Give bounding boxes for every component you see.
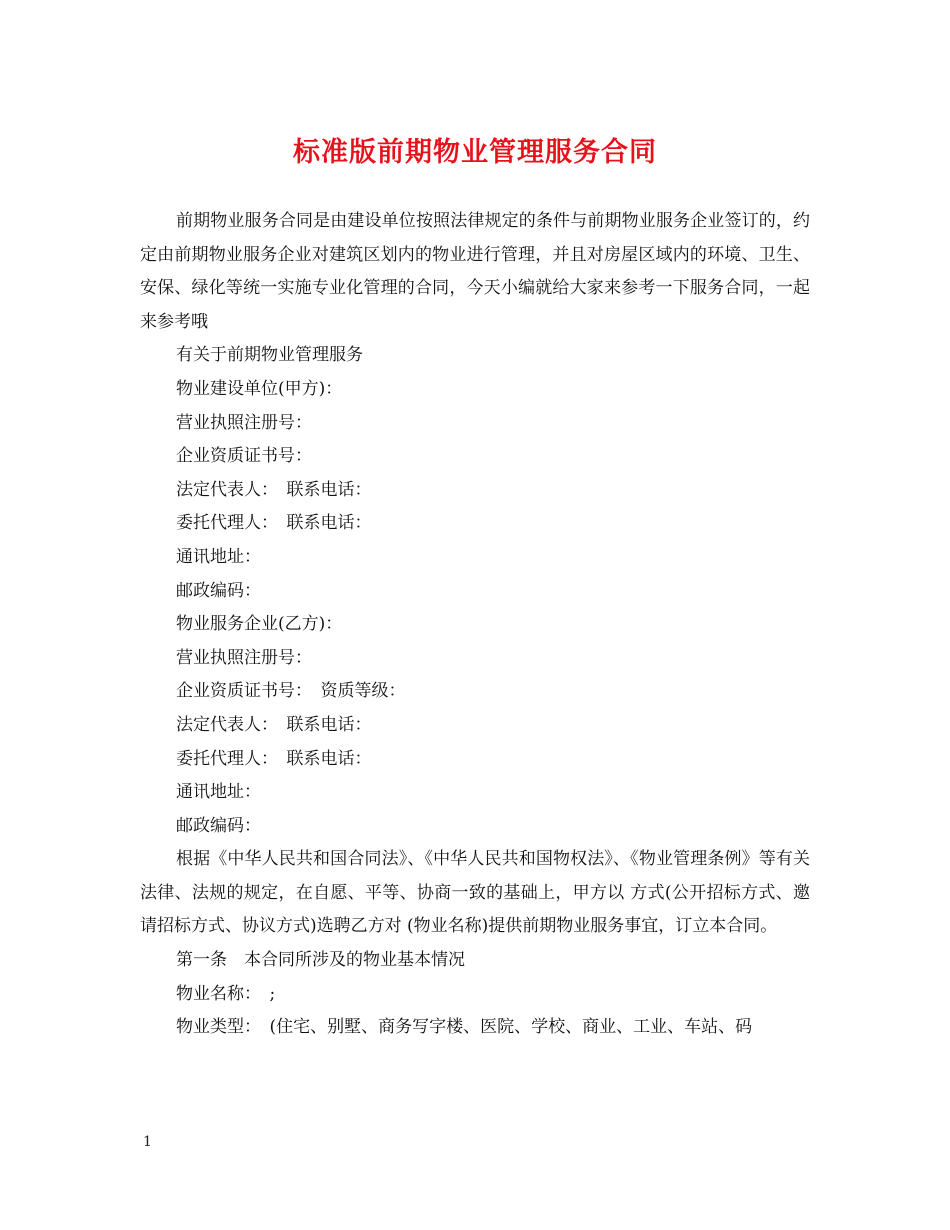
document-title: 标准版前期物业管理服务合同 (293, 137, 657, 168)
contract-line: 营业执照注册号： (176, 412, 312, 433)
document-body (140, 205, 810, 1045)
contract-line: 委托代理人： 联系电话： (176, 513, 372, 534)
contract-line: 法定代表人： 联系电话： (176, 714, 372, 735)
contract-line: 有关于前期物业管理服务 (176, 345, 363, 366)
contract-line: 营业执照注册号： (176, 647, 312, 668)
contract-line: 通讯地址： (176, 546, 261, 567)
contract-line: 物业服务企业(乙方)： (176, 614, 343, 635)
contract-line: 邮政编码： (176, 815, 261, 836)
contract-line: 企业资质证书号： 资质等级： (176, 681, 406, 702)
contract-line: 委托代理人： 联系电话： (176, 748, 372, 769)
article-heading: 第一条 本合同所涉及的物业基本情况 (176, 950, 465, 971)
contract-line: 物业类型： (住宅、别墅、商务写字楼、医院、学校、商业、工业、车站、码 (176, 1017, 753, 1038)
contract-line: 物业建设单位(甲方)： (176, 378, 343, 399)
contract-line: 通讯地址： (176, 782, 261, 803)
contract-line: 法定代表人： 联系电话： (176, 479, 372, 500)
contract-line: 邮政编码： (176, 580, 261, 601)
intro-paragraph: 前期物业服务合同是由建设单位按照法律规定的条件与前期物业服务企业签订的，约定由前期物业服务企业对建筑区划内的物业进行管理，并且对房屋区域内的环境、卫生、安保、绿化等统一实施专业化管理的合同，今天小编就给大家来参考一下服务合同，一起来参考哦 (140, 211, 810, 332)
page-number: 1 (143, 1134, 152, 1150)
contract-line: 物业名称： ; (176, 983, 276, 1004)
basis-paragraph: 根据《中华人民共和国合同法》、《中华人民共和国物权法》、《物业管理条例》等有关法律、法规的规定，在自愿、平等、协商一致的基础上，甲方以 方式(公开招标方式、邀请招标方式、协议方式)选聘乙方对 (物业名称)提供前期物业服务事宜，订立本合同。 (140, 849, 810, 937)
contract-line: 企业资质证书号： (176, 446, 312, 467)
